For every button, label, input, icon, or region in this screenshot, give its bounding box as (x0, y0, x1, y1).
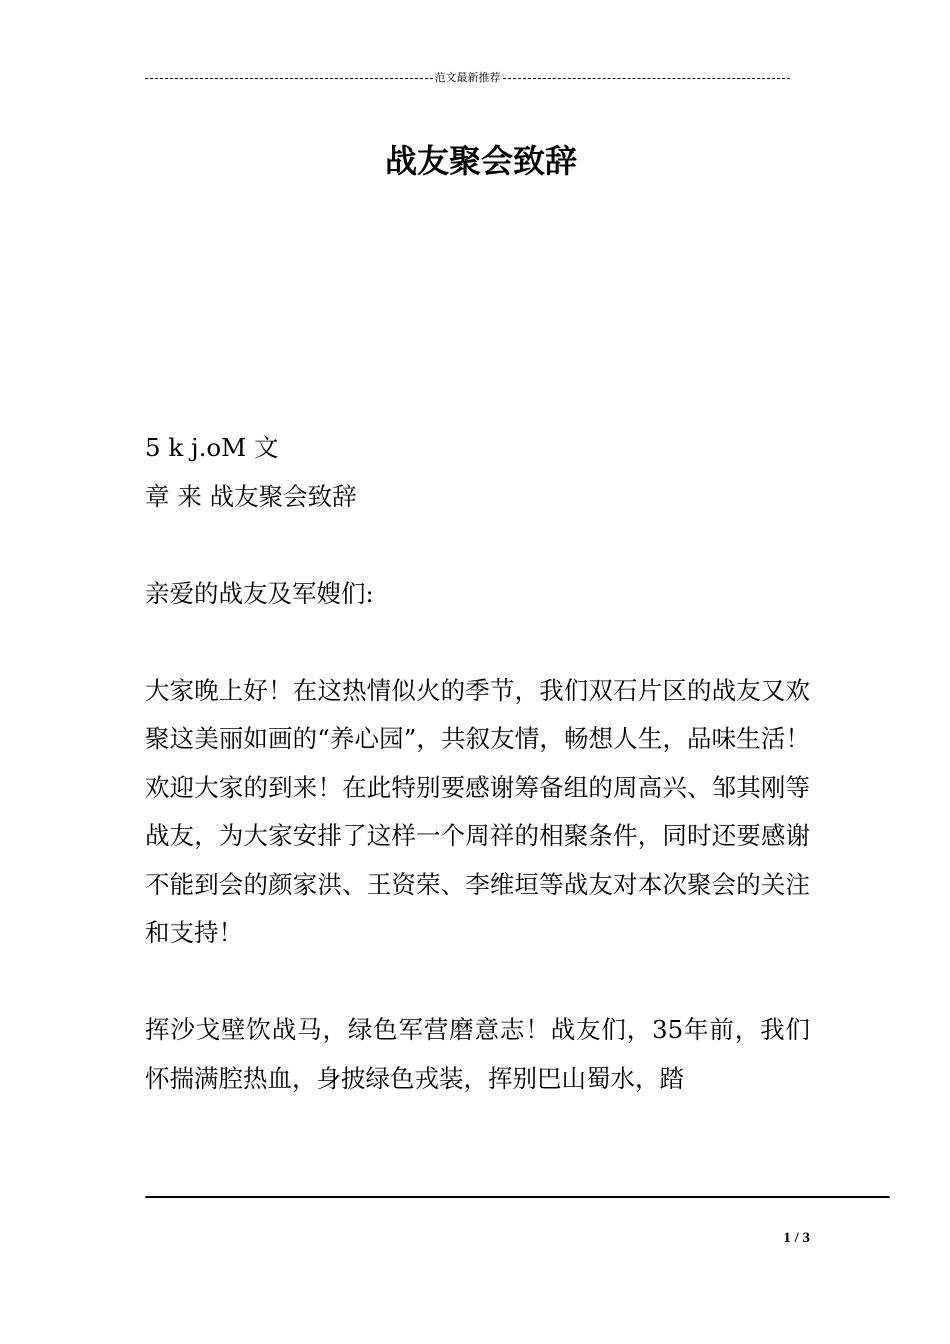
source-line-2: 章 来 战友聚会致辞 (145, 481, 357, 511)
salutation: 亲爱的战友及军嫂们: (145, 578, 374, 608)
header-dash-left (145, 78, 433, 79)
header-label: 范文最新推荐 (434, 71, 501, 84)
paragraph-1: 大家晚上好！在这热情似火的季节，我们双石片区的战友又欢聚这美丽如画的“养心园”，共叙友情，畅想人生，品味生活！欢迎大家的到来！在此特别要感谢筹备组的周高兴、邹其刚等战友，为大家安排了这样一个周祥的相聚条件，同时还要感谢不能到会的颜家洪、王资荣、李维垣等战友对本次聚会的关注和支持！ (145, 675, 810, 947)
header-dash-right (503, 78, 791, 79)
footer-rule (145, 1196, 890, 1200)
source-line-1: 5 k j.oM 文 (145, 433, 279, 462)
paragraph-2: 挥沙戈壁饮战马，绿色军营磨意志！战友们，35年前，我们怀揣满腔热血，身披绿色戎装，挥别巴山蜀水，踏 (145, 1015, 810, 1093)
header-rule (145, 70, 790, 86)
document-body (145, 424, 810, 1103)
document-title: 战友聚会致辞 (384, 142, 577, 180)
page-number: 1 / 3 (783, 1230, 810, 1246)
